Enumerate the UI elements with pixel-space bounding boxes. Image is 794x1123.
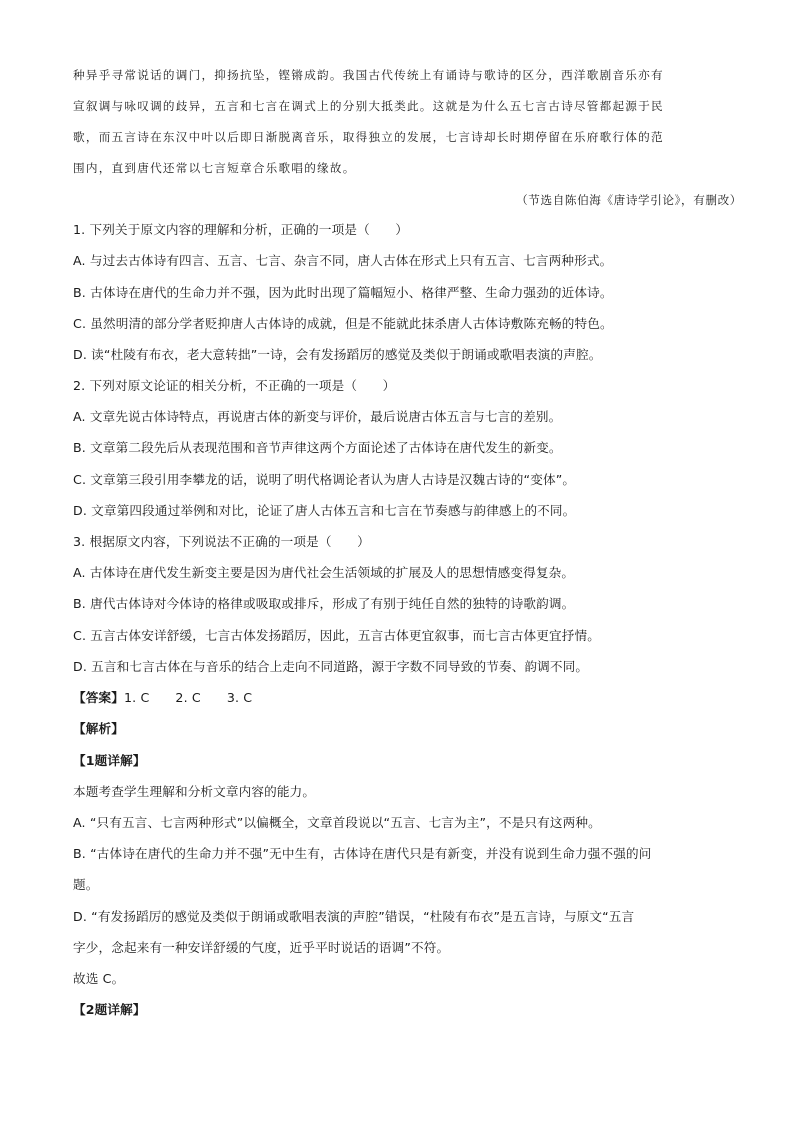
answer-item: 1. C xyxy=(123,690,150,705)
question-2-option-c: C. 文章第三段引用李攀龙的话，说明了明代格调论者认为唐人古诗是汉魏古诗的“变体”。 xyxy=(73,472,576,487)
question-1-stem: 1. 下列关于原文内容的理解和分析，正确的一项是（ ） xyxy=(73,222,409,237)
question-1-option-a: A. 与过去古体诗有四言、五言、七言、杂言不同，唐人古体在形式上只有五言、七言两种形式。 xyxy=(73,253,613,268)
question-1-option-b: B. 古体诗在唐代的生命力并不强，因为此时出现了篇幅短小、格律严整、生命力强劲的近体诗。 xyxy=(73,285,613,300)
passage-line: 歌，而五言诗在东汉中叶以后即日渐脱离音乐，取得独立的发展，七言诗却长时期停留在乐府歌行体的范 xyxy=(73,130,664,144)
analysis-line: B. “古体诗在唐代的生命力并不强”无中生有，古体诗在唐代只是有新变，并没有说到生命力强不强的问 xyxy=(73,846,652,861)
answer-item: 2. C xyxy=(175,690,201,705)
analysis-line: 本题考查学生理解和分析文章内容的能力。 xyxy=(73,784,316,799)
passage-line: 种异乎寻常说话的调门，抑扬抗坠，铿锵成韵。我国古代传统上有诵诗与歌诗的区分，西洋歌剧音乐亦有 xyxy=(73,68,664,82)
question-2-stem: 2. 下列对原文论证的相关分析，不正确的一项是（ ） xyxy=(73,378,396,393)
answer-item: 3. C xyxy=(226,690,253,705)
analysis-line: A. “只有五言、七言两种形式”以偏概全，文章首段说以“五言、七言为主”，不是只有这两种。 xyxy=(73,815,601,830)
analysis-line: D. “有发扬蹈厉的感觉及类似于朗诵或歌唱表演的声腔”错误，“杜陵有布衣”是五言诗，与原文“五言 xyxy=(73,909,635,924)
q1-detail-heading: 【1题详解】 xyxy=(73,753,146,768)
question-1-option-c: C. 虽然明清的部分学者贬抑唐人古体诗的成就，但是不能就此抹杀唐人古体诗敷陈充畅的特色。 xyxy=(73,316,613,331)
question-3-option-a: A. 古体诗在唐代发生新变主要是因为唐代社会生活领域的扩展及人的思想情感变得复杂。 xyxy=(73,565,575,580)
question-2-option-b: B. 文章第二段先后从表现范围和音节声律这两个方面论述了古体诗在唐代发生的新变。 xyxy=(73,440,562,455)
analysis-line: 字少，念起来有一种安详舒缓的气度，近乎平时说话的语调”不符。 xyxy=(73,940,450,955)
q2-detail-heading: 【2题详解】 xyxy=(73,1002,146,1017)
question-2-option-d: D. 文章第四段通过举例和对比，论证了唐人古体五言和七言在节奏感与韵律感上的不同。 xyxy=(73,503,576,518)
analysis-label: 【解析】 xyxy=(73,721,124,736)
question-2-option-a: A. 文章先说古体诗特点，再说唐古体的新变与评价，最后说唐古体五言与七言的差别。 xyxy=(73,409,562,424)
question-3-option-d: D. 五言和七言古体在与音乐的结合上走向不同道路，源于字数不同导致的节奏、韵调不同。 xyxy=(73,659,589,674)
passage-source: （节选自陈伯海《唐诗学引论》，有删改） xyxy=(516,193,742,207)
question-1-option-d: D. 读“杜陵有布衣，老大意转拙”一诗，会有发扬蹈厉的感觉及类似于朗诵或歌唱表演的声腔。 xyxy=(73,347,602,362)
question-3-option-c: C. 五言古体安详舒缓，七言古体发扬蹈厉，因此，五言古体更宜叙事，而七言古体更宜抒情。 xyxy=(73,628,600,643)
analysis-line: 故选 C。 xyxy=(73,971,125,986)
question-3-stem: 3. 根据原文内容，下列说法不正确的一项是（ ） xyxy=(73,534,370,549)
passage-line: 围内，直到唐代还常以七言短章合乐歌唱的缘故。 xyxy=(73,161,356,175)
analysis-line: 题。 xyxy=(73,877,99,892)
passage-line: 宣叙调与咏叹调的歧异，五言和七言在调式上的分别大抵类此。这就是为什么五七言古诗尽管都起源于民 xyxy=(73,99,664,113)
answer-line xyxy=(73,689,252,707)
answer-label: 【答案】 xyxy=(73,690,124,705)
question-3-option-b: B. 唐代古体诗对今体诗的格律或吸取或排斥，形成了有别于纯任自然的独特的诗歌韵调。 xyxy=(73,596,575,611)
